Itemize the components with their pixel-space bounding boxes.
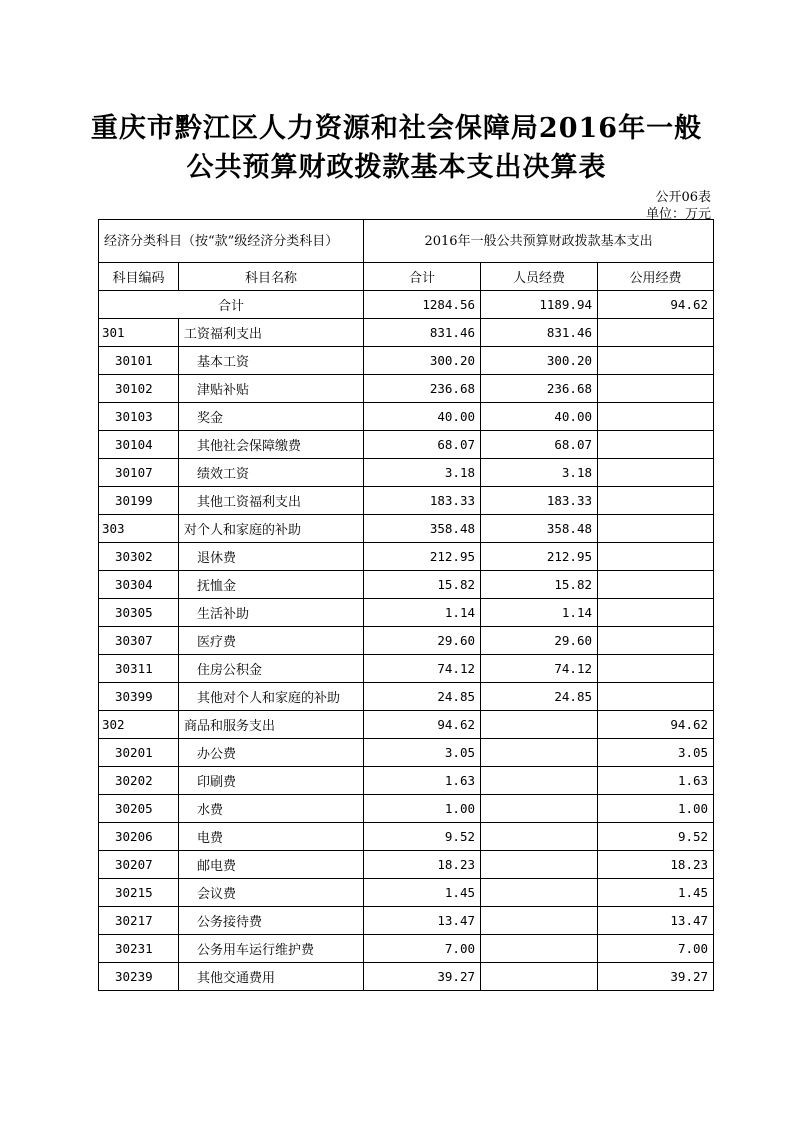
row-total: 15.82 [364,571,481,599]
form-number: 公开06表 [655,190,711,205]
header-budget-group: 2016年一般公共预算财政拨款基本支出 [364,220,714,263]
total-personnel: 1189.94 [481,291,598,319]
row-public [598,683,714,711]
row-code: 302 [99,711,179,739]
row-personnel: 68.07 [481,431,598,459]
row-public: 7.00 [598,935,714,963]
row-name: 邮电费 [179,851,364,879]
row-public [598,487,714,515]
row-code: 30305 [99,599,179,627]
row-name: 公务接待费 [179,907,364,935]
row-total: 13.47 [364,907,481,935]
row-name: 商品和服务支出 [179,711,364,739]
row-name: 会议费 [179,879,364,907]
row-personnel [481,851,598,879]
row-public: 13.47 [598,907,714,935]
row-code: 30201 [99,739,179,767]
row-code: 30311 [99,655,179,683]
table-row [99,907,714,935]
row-total: 3.05 [364,739,481,767]
row-name: 其他工资福利支出 [179,487,364,515]
row-total: 1.45 [364,879,481,907]
row-public [598,627,714,655]
row-total: 74.12 [364,655,481,683]
row-personnel: 29.60 [481,627,598,655]
row-personnel [481,963,598,991]
row-public: 3.05 [598,739,714,767]
row-name: 办公费 [179,739,364,767]
row-personnel: 831.46 [481,319,598,347]
row-personnel: 236.68 [481,375,598,403]
row-public [598,459,714,487]
row-name: 津贴补贴 [179,375,364,403]
row-total: 236.68 [364,375,481,403]
row-code: 30302 [99,543,179,571]
row-total: 68.07 [364,431,481,459]
table-row [99,879,714,907]
row-name: 住房公积金 [179,655,364,683]
row-public [598,403,714,431]
unit-label: 单位：万元 [645,207,711,222]
row-name: 对个人和家庭的补助 [179,515,364,543]
row-personnel [481,823,598,851]
row-total: 1.14 [364,599,481,627]
row-total: 39.27 [364,963,481,991]
row-code: 30202 [99,767,179,795]
row-name: 绩效工资 [179,459,364,487]
header-personnel: 人员经费 [481,263,598,291]
row-total: 1.63 [364,767,481,795]
total-row [99,291,714,319]
row-personnel: 183.33 [481,487,598,515]
table-row [99,935,714,963]
table-row [99,851,714,879]
row-public: 9.52 [598,823,714,851]
row-code: 30215 [99,879,179,907]
row-total: 29.60 [364,627,481,655]
row-name: 其他对个人和家庭的补助 [179,683,364,711]
row-code: 30399 [99,683,179,711]
row-personnel: 300.20 [481,347,598,375]
row-personnel: 212.95 [481,543,598,571]
row-code: 30304 [99,571,179,599]
total-label: 合计 [99,291,364,319]
row-personnel: 3.18 [481,459,598,487]
row-personnel [481,739,598,767]
table-row [99,319,714,347]
document-title-line-2: 公共预算财政拨款基本支出决算表 [186,152,607,183]
header-name: 科目名称 [179,263,364,291]
row-code: 30101 [99,347,179,375]
row-public: 1.00 [598,795,714,823]
row-code: 301 [99,319,179,347]
row-public [598,599,714,627]
row-personnel: 74.12 [481,655,598,683]
row-personnel: 40.00 [481,403,598,431]
row-public [598,375,714,403]
total-sum: 1284.56 [364,291,481,319]
row-total: 40.00 [364,403,481,431]
header-row-1 [99,220,714,263]
table-row [99,375,714,403]
row-code: 303 [99,515,179,543]
table-row [99,515,714,543]
header-econ-class: 经济分类科目（按“款”级经济分类科目） [99,220,364,263]
row-code: 30217 [99,907,179,935]
row-total: 300.20 [364,347,481,375]
table-row [99,963,714,991]
row-public: 94.62 [598,711,714,739]
row-public [598,347,714,375]
row-public [598,543,714,571]
row-public [598,655,714,683]
header-public: 公用经费 [598,263,714,291]
row-name: 其他交通费用 [179,963,364,991]
row-total: 18.23 [364,851,481,879]
row-name: 抚恤金 [179,571,364,599]
header-total: 合计 [364,263,481,291]
header-row-2 [99,263,714,291]
row-name: 印刷费 [179,767,364,795]
row-public: 39.27 [598,963,714,991]
table-row [99,739,714,767]
table-row [99,711,714,739]
row-public: 1.63 [598,767,714,795]
row-personnel [481,767,598,795]
row-total: 9.52 [364,823,481,851]
row-code: 30104 [99,431,179,459]
row-personnel: 15.82 [481,571,598,599]
row-total: 1.00 [364,795,481,823]
table-row [99,599,714,627]
row-name: 水费 [179,795,364,823]
row-total: 24.85 [364,683,481,711]
row-public [598,431,714,459]
table-row [99,403,714,431]
row-name: 其他社会保障缴费 [179,431,364,459]
row-code: 30102 [99,375,179,403]
row-total: 831.46 [364,319,481,347]
table-row [99,627,714,655]
row-code: 30307 [99,627,179,655]
document-title-line-1: 重庆市黔江区人力资源和社会保障局2016年一般 [90,113,703,144]
table-row [99,795,714,823]
row-name: 奖金 [179,403,364,431]
row-personnel: 1.14 [481,599,598,627]
table-row [99,543,714,571]
row-name: 退休费 [179,543,364,571]
table-row [99,347,714,375]
row-total: 358.48 [364,515,481,543]
row-name: 工资福利支出 [179,319,364,347]
row-name: 基本工资 [179,347,364,375]
expenditure-table [98,219,714,991]
row-total: 3.18 [364,459,481,487]
row-total: 94.62 [364,711,481,739]
row-name: 电费 [179,823,364,851]
row-personnel [481,907,598,935]
row-code: 30107 [99,459,179,487]
row-public [598,515,714,543]
row-public: 1.45 [598,879,714,907]
row-total: 212.95 [364,543,481,571]
row-code: 30206 [99,823,179,851]
table-row [99,683,714,711]
row-personnel [481,711,598,739]
table-row [99,571,714,599]
table-row [99,655,714,683]
row-personnel [481,935,598,963]
header-code: 科目编码 [99,263,179,291]
row-code: 30199 [99,487,179,515]
row-personnel: 24.85 [481,683,598,711]
row-name: 医疗费 [179,627,364,655]
table-row [99,823,714,851]
row-public [598,319,714,347]
row-total: 7.00 [364,935,481,963]
row-personnel [481,879,598,907]
total-public: 94.62 [598,291,714,319]
table-row [99,431,714,459]
row-personnel: 358.48 [481,515,598,543]
row-name: 生活补助 [179,599,364,627]
row-total: 183.33 [364,487,481,515]
row-code: 30205 [99,795,179,823]
table-row [99,767,714,795]
row-name: 公务用车运行维护费 [179,935,364,963]
row-public [598,571,714,599]
table-row [99,487,714,515]
row-code: 30231 [99,935,179,963]
row-public: 18.23 [598,851,714,879]
row-code: 30239 [99,963,179,991]
row-code: 30207 [99,851,179,879]
table-row [99,459,714,487]
row-personnel [481,795,598,823]
row-code: 30103 [99,403,179,431]
